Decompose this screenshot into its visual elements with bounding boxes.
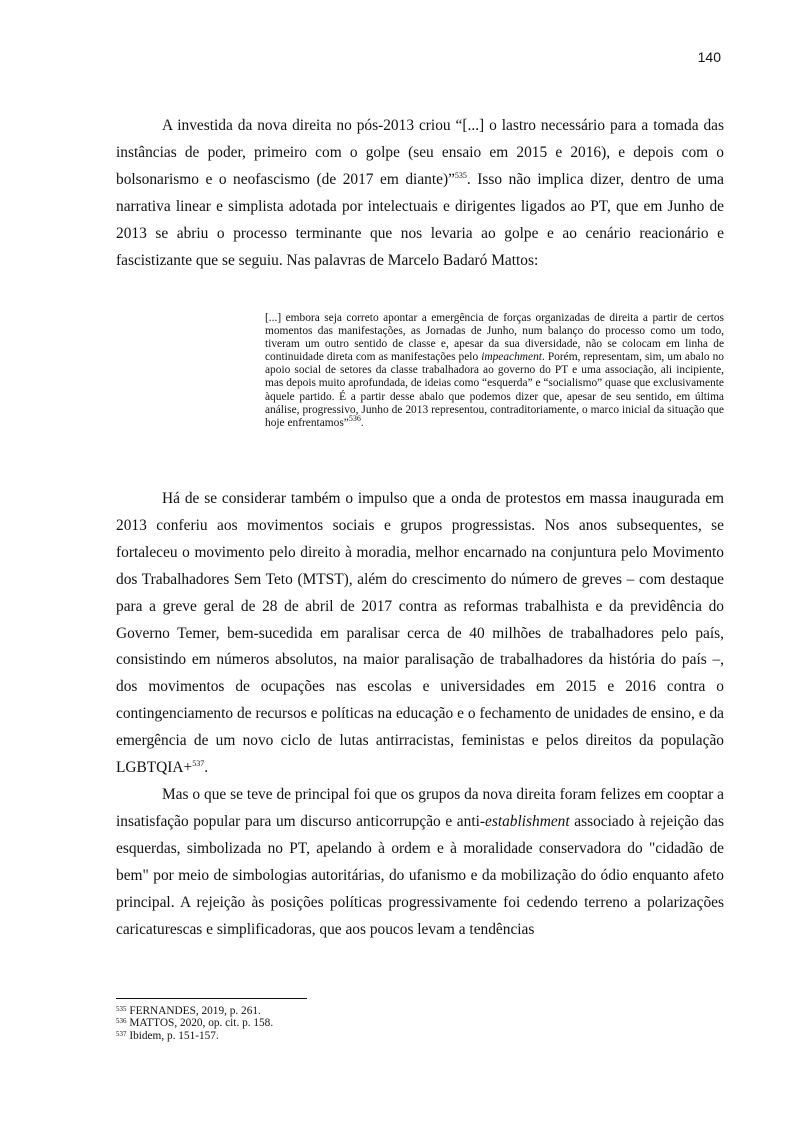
footnote-ref-537[interactable]: 537 xyxy=(192,758,205,768)
paragraph-2: Há de se considerar também o impulso que a onda de protestos em massa inaugurada em 2013 conferiu aos movimentos sociais e grupos progressistas. Nos anos subsequentes, se fortaleceu o movimento pelo direito à moradia, melhor encarnado na conjuntura pelo Movimento dos Trabalhadores Sem Teto (MTST), além do crescimento do número de greves – com destaque para a greve geral de 28 de abril de 2017 contra as reformas trabalhista e da previdência do Governo Temer, bem-sucedida em paralisar cerca de 40 milhões de trabalhadores pelo país, consistindo em números absolutos, na maior paralisação de trabalhadores da história do país –, dos movimentos de ocupações nas escolas e universidades em 2015 e 2016 contra o contingenciamento de recursos e políticas na educação e o fechamento de unidades de ensino, e da emergência de um novo ciclo de lutas antirracistas, feministas e pelos direitos da população LGBTQIA+$^{537}$. xyxy=(116,490,724,777)
body-text-top xyxy=(116,113,724,274)
footnotes xyxy=(116,1005,724,1042)
footnote-ref-536[interactable]: 536 xyxy=(348,413,361,423)
block-quote: [...] embora seja correto apontar a emergência de forças organizadas de direita a partir de certos momentos das manifestações, as Jornadas de Junho, num balanço do processo como um todo, tiveram um outro sentido de classe e, apesar da sua diversidade, não se colocam em linha de continuidade direta com as manifestações pelo impeachment. Porém, representam, sim, um abalo no apoio social de setores da classe trabalhadora ao governo do PT e uma associação, ali incipiente, mas depois muito aprofundada, de ideias como “esquerda” e “socialismo” quase que exclusivamente àquele partido. É a partir desse abalo que podemos dizer que, apesar de seu sentido, em última análise, progressivo, Junho de 2013 representou, contraditoriamente, o marco inicial da situação que hoje enfrentamos”$^{536}$. xyxy=(265,312,724,429)
body-text-bottom xyxy=(116,486,724,943)
footnote-535: $^{535}$ FERNANDES, 2019, p. 261. xyxy=(116,1005,261,1017)
paragraph-1: A investida da nova direita no pós-2013 criou “[...] o lastro necessário para a tomada das instâncias de poder, primeiro com o golpe (seu ensaio em 2015 e 2016), e depois com o bolsonarismo e o neofascismo (de 2017 em diante)”$^{535}$. Isso não implica dizer, dentro de uma narrativa linear e simplista adotada por intelectuais e dirigentes ligados ao PT, que em Junho de 2013 se abriu o processo terminante que nos levaria ao golpe e ao cenário reacionário e fascistizante que se seguiu. Nas palavras de Marcelo Badaró Mattos: xyxy=(116,117,725,269)
paragraph-3: Mas o que se teve de principal foi que os grupos da nova direita foram felizes em cooptar a insatisfação popular para um discurso anticorrupção e anti-establishment associado à rejeição das esquerdas, simbolizada no PT, apelando à ordem e à moralidade conservadora do "cidadão de bem" por meio de simbologias autoritárias, do ufanismo e da mobilização do ódio enquanto afeto principal. A rejeição às posições políticas progressivamente foi cedendo terreno a polarizações caricaturescas e simplificadoras, que aos poucos levam a tendências xyxy=(116,785,724,938)
paragraph-emphasis: establishment xyxy=(485,812,570,830)
footnote-separator xyxy=(116,998,307,999)
footnote-537: $^{537}$ Ibidem, p. 151-157. xyxy=(116,1029,219,1042)
quote-emphasis: impeachment xyxy=(481,351,542,364)
footnote-536: $^{536}$ MATTOS, 2020, op. cit. p. 158. xyxy=(116,1017,274,1030)
footnote-ref-535[interactable]: 535 xyxy=(454,170,467,180)
page-number: 140 xyxy=(697,49,721,65)
